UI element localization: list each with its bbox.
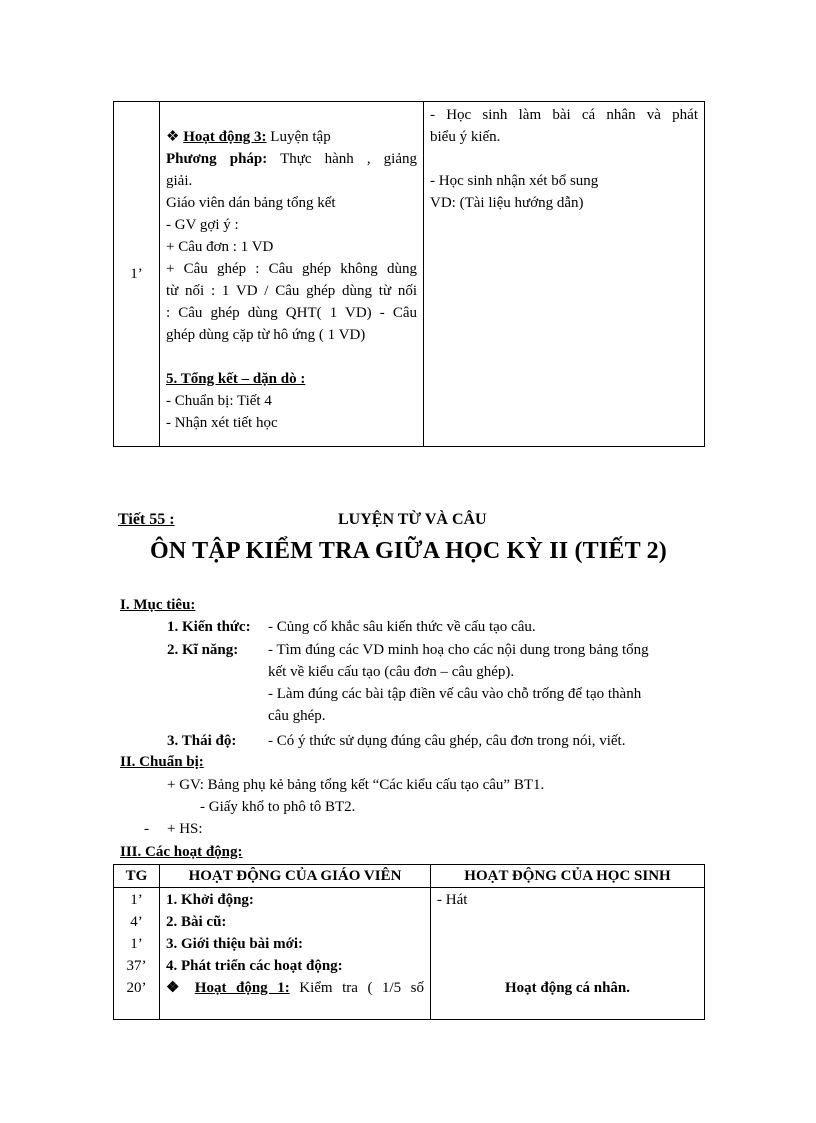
teacher-line: + Câu đơn : 1 VD bbox=[166, 239, 274, 255]
activity3-line bbox=[166, 126, 417, 148]
diamond-bullet-icon: ❖ bbox=[166, 129, 180, 145]
teacher-activity-cell bbox=[160, 888, 431, 1020]
gv-preparation: + GV: Bảng phụ kẻ bảng tổng kết “Các kiểu cấu tạo câu” BT1. bbox=[167, 777, 545, 793]
attitude-text: - Có ý thức sử dụng đúng câu ghép, câu đơn trong nói, viết. bbox=[268, 733, 626, 749]
method-rest: Thực hành , giảng bbox=[267, 151, 417, 167]
time-value: 20’ bbox=[126, 980, 147, 996]
student-line: - Học sinh làm bài cá nhân và phát bbox=[430, 107, 698, 123]
method-line bbox=[166, 148, 417, 170]
teacher-item: 4. Phát triển các hoạt động: bbox=[166, 958, 343, 974]
time-value: 37’ bbox=[126, 958, 147, 974]
preparation-heading: II. Chuẩn bị: bbox=[120, 754, 204, 770]
teacher-line: giải. bbox=[166, 173, 193, 189]
time-value: 4’ bbox=[130, 914, 143, 930]
activity1-rest: Kiểm tra ( 1/5 số bbox=[289, 980, 425, 996]
activity3-label: Hoạt động 3: bbox=[183, 129, 267, 145]
time-value: 1’ bbox=[130, 266, 143, 282]
lesson-period: Tiết 55 : bbox=[118, 511, 175, 528]
activity1-line bbox=[166, 977, 424, 999]
teacher-line: - GV gợi ý : bbox=[166, 217, 239, 233]
top-activity-table bbox=[113, 101, 705, 447]
summary-item: - Nhận xét tiết học bbox=[166, 415, 278, 431]
lesson-title: ÔN TẬP KIỂM TRA GIỮA HỌC KỲ II (TIẾT 2) bbox=[150, 538, 668, 564]
diamond-bullet-icon: ❖ bbox=[166, 980, 186, 996]
teacher-line: : Câu ghép dùng QHT( 1 VD) - Câu bbox=[166, 305, 417, 321]
teacher-line: từ nối : 1 VD / Câu ghép dùng từ nối bbox=[166, 283, 417, 299]
time-cell bbox=[114, 102, 160, 447]
hs-dash: - bbox=[144, 821, 149, 837]
skills-line: kết về kiểu cấu tạo (câu đơn – câu ghép). bbox=[268, 664, 515, 680]
times-cell bbox=[114, 888, 160, 1020]
paper-preparation: - Giấy khổ to phô tô BT2. bbox=[200, 799, 356, 815]
attitude-label: 3. Thái độ: bbox=[167, 733, 237, 749]
header-time: TG bbox=[114, 865, 160, 888]
teacher-item: 3. Giới thiệu bài mới: bbox=[166, 936, 304, 952]
student-activity-cell bbox=[424, 102, 705, 447]
student-line: VD: (Tài liệu hướng dẫn) bbox=[430, 195, 584, 211]
skills-line: - Làm đúng các bài tập điền vế câu vào chỗ trống để tạo thành bbox=[268, 686, 642, 702]
teacher-line: Giáo viên dán bảng tổng kết bbox=[166, 195, 336, 211]
summary-title: 5. Tổng kết – dặn dò : bbox=[166, 371, 306, 387]
student-activity: Hoạt động cá nhân. bbox=[504, 980, 631, 996]
activity1-label: Hoạt động 1: bbox=[194, 980, 290, 996]
student-line: biểu ý kiến. bbox=[430, 129, 501, 145]
summary-item: - Chuẩn bị: Tiết 4 bbox=[166, 393, 272, 409]
student-start: - Hát bbox=[437, 892, 468, 908]
skills-line: - Tìm đúng các VD minh hoạ cho các nội dung trong bảng tổng bbox=[268, 642, 649, 658]
student-activity-cell bbox=[431, 888, 705, 1020]
method-label: Phương pháp: bbox=[166, 151, 268, 167]
time-value: 1’ bbox=[130, 936, 143, 952]
skills-line: câu ghép. bbox=[268, 708, 326, 724]
activities-table bbox=[113, 864, 705, 1020]
header-student: HOẠT ĐỘNG CỦA HỌC SINH bbox=[431, 865, 705, 888]
teacher-activity-cell bbox=[160, 102, 424, 447]
activity3-rest: Luyện tập bbox=[266, 129, 331, 145]
header-teacher: HOẠT ĐỘNG CỦA GIÁO VIÊN bbox=[160, 865, 431, 888]
student-line: - Học sinh nhận xét bổ sung bbox=[430, 173, 599, 189]
knowledge-label: 1. Kiến thức: bbox=[167, 619, 251, 635]
skills-label: 2. Kĩ năng: bbox=[167, 642, 239, 658]
teacher-line: + Câu ghép : Câu ghép không dùng bbox=[166, 261, 417, 277]
hs-preparation: + HS: bbox=[167, 821, 203, 837]
time-value: 1’ bbox=[130, 892, 143, 908]
teacher-line: ghép dùng cặp từ hô ứng ( 1 VD) bbox=[166, 327, 366, 343]
activities-heading: III. Các hoạt động: bbox=[120, 844, 243, 860]
knowledge-text: - Củng cố khắc sâu kiến thức về cấu tạo câu. bbox=[268, 619, 536, 635]
teacher-item: 1. Khởi động: bbox=[166, 892, 254, 908]
objectives-heading: I. Mục tiêu: bbox=[120, 597, 196, 613]
lesson-subject: LUYỆN TỪ VÀ CÂU bbox=[338, 511, 487, 528]
teacher-item: 2. Bài cũ: bbox=[166, 914, 227, 930]
